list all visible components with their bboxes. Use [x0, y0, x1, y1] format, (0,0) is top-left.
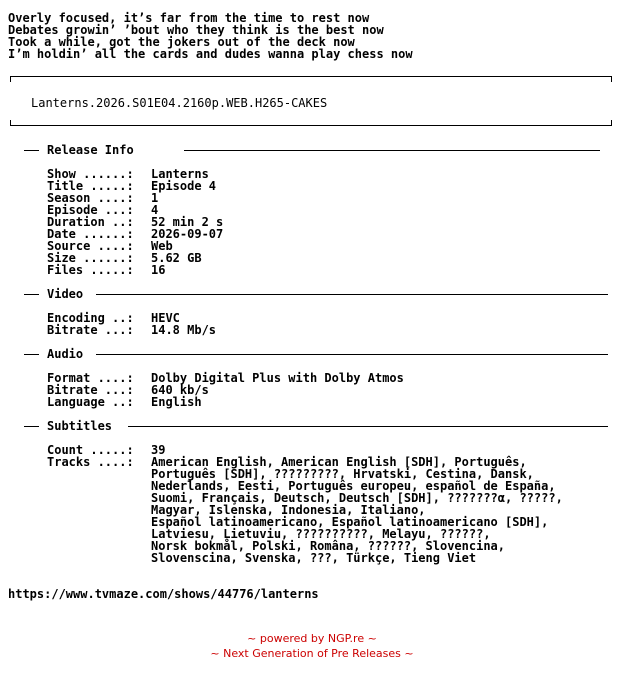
box-corner-tr	[611, 76, 612, 82]
field-value: 39	[151, 443, 166, 457]
section-header-release-info	[24, 144, 600, 156]
section-header-audio	[24, 348, 608, 360]
section-title: Release Info	[47, 143, 134, 157]
section-rule-left	[24, 294, 39, 295]
field-value: Web	[151, 239, 173, 253]
field-value: 5.62 GB	[151, 251, 202, 265]
section-header-subtitles	[24, 420, 608, 432]
section-rule-left	[24, 150, 39, 151]
field-key: Files .....:	[47, 263, 134, 277]
tvmaze-link[interactable]: https://www.tvmaze.com/shows/44776/lanterns	[8, 587, 319, 601]
field-value: Lanterns	[151, 167, 209, 181]
field-key: Tracks ....:	[47, 455, 134, 469]
field-value: Dolby Digital Plus with Dolby Atmos	[151, 371, 404, 385]
release-name: Lanterns.2026.S01E04.2160p.WEB.H265-CAKES	[31, 96, 328, 110]
section-title: Audio	[47, 347, 84, 361]
section-rule-right	[96, 294, 608, 295]
field-key: Bitrate ...:	[47, 383, 134, 397]
field-value: 4	[151, 203, 159, 217]
field-value: 640 kb/s	[151, 383, 209, 397]
tracks-line: Magyar, Islenska, Indonesia, Italiano,	[151, 503, 426, 517]
field-key: Format ....:	[47, 371, 134, 385]
section-rule-right	[128, 426, 608, 427]
field-key: Duration ..:	[47, 215, 134, 229]
field-key: Count .....:	[47, 443, 134, 457]
field-key: Season ....:	[47, 191, 134, 205]
tracks-line: Slovenscina, Svenska, ???, Türkçe, Tieng Viet	[151, 551, 477, 565]
field-key: Bitrate ...:	[47, 323, 134, 337]
field-value: 14.8 Mb/s	[151, 323, 217, 337]
tracks-line: Nederlands, Eesti, Português europeu, español de España,	[151, 479, 556, 493]
field-key: Size ......:	[47, 251, 134, 265]
field-key: Source ....:	[47, 239, 134, 253]
field-value: 2026-09-07	[151, 227, 224, 241]
field-key: Title .....:	[47, 179, 134, 193]
tracks-line: Suomi, Français, Deutsch, Deutsch [SDH], ???????α, ?????,	[151, 491, 563, 505]
tracks-line: Norsk bokmål, Polski, Româna, ??????, Slovencina,	[151, 539, 506, 553]
release-name-box	[10, 76, 612, 126]
tracks-line: American English, American English [SDH], Português,	[151, 455, 527, 469]
credit-tagline: ~ Next Generation of Pre Releases ~	[210, 647, 414, 660]
box-bottom-border	[10, 125, 612, 126]
lyric-line-1: Overly focused, it’s far from the time to rest now	[8, 11, 370, 25]
field-key: Encoding ..:	[47, 311, 134, 325]
section-rule-right	[184, 150, 600, 151]
lyric-line-2: Debates growin’ ’bout who they think is the best now	[8, 23, 384, 37]
section-rule-left	[24, 354, 39, 355]
section-rule-left	[24, 426, 39, 427]
field-key: Show ......:	[47, 167, 134, 181]
field-key: Language ..:	[47, 395, 134, 409]
tracks-line: Português [SDH], ?????????, Hrvatski, Cestina, Dansk,	[151, 467, 534, 481]
section-title: Subtitles	[47, 419, 113, 433]
section-header-video	[24, 288, 608, 300]
field-value: Episode 4	[151, 179, 217, 193]
field-key: Episode ...:	[47, 203, 134, 217]
tracks-line: Latviesu, Lietuviu, ??????????, Melayu, ??????,	[151, 527, 491, 541]
field-value: 52 min 2 s	[151, 215, 224, 229]
tracks-line: Español latinoamericano, Español latinoamericano [SDH],	[151, 515, 549, 529]
field-value: 16	[151, 263, 166, 277]
section-rule-right	[96, 354, 608, 355]
lyric-line-4: I’m holdin’ all the cards and dudes wanna play chess now	[8, 47, 413, 61]
field-key: Date ......:	[47, 227, 134, 241]
lyric-line-3: Took a while, got the jokers out of the deck now	[8, 35, 355, 49]
field-value: English	[151, 395, 202, 409]
credit-powered-by[interactable]: ~ powered by NGP.re ~	[247, 632, 377, 645]
box-corner-tl	[10, 76, 11, 82]
section-title: Video	[47, 287, 84, 301]
field-value: HEVC	[151, 311, 180, 325]
field-value: 1	[151, 191, 159, 205]
box-top-border	[10, 76, 612, 77]
